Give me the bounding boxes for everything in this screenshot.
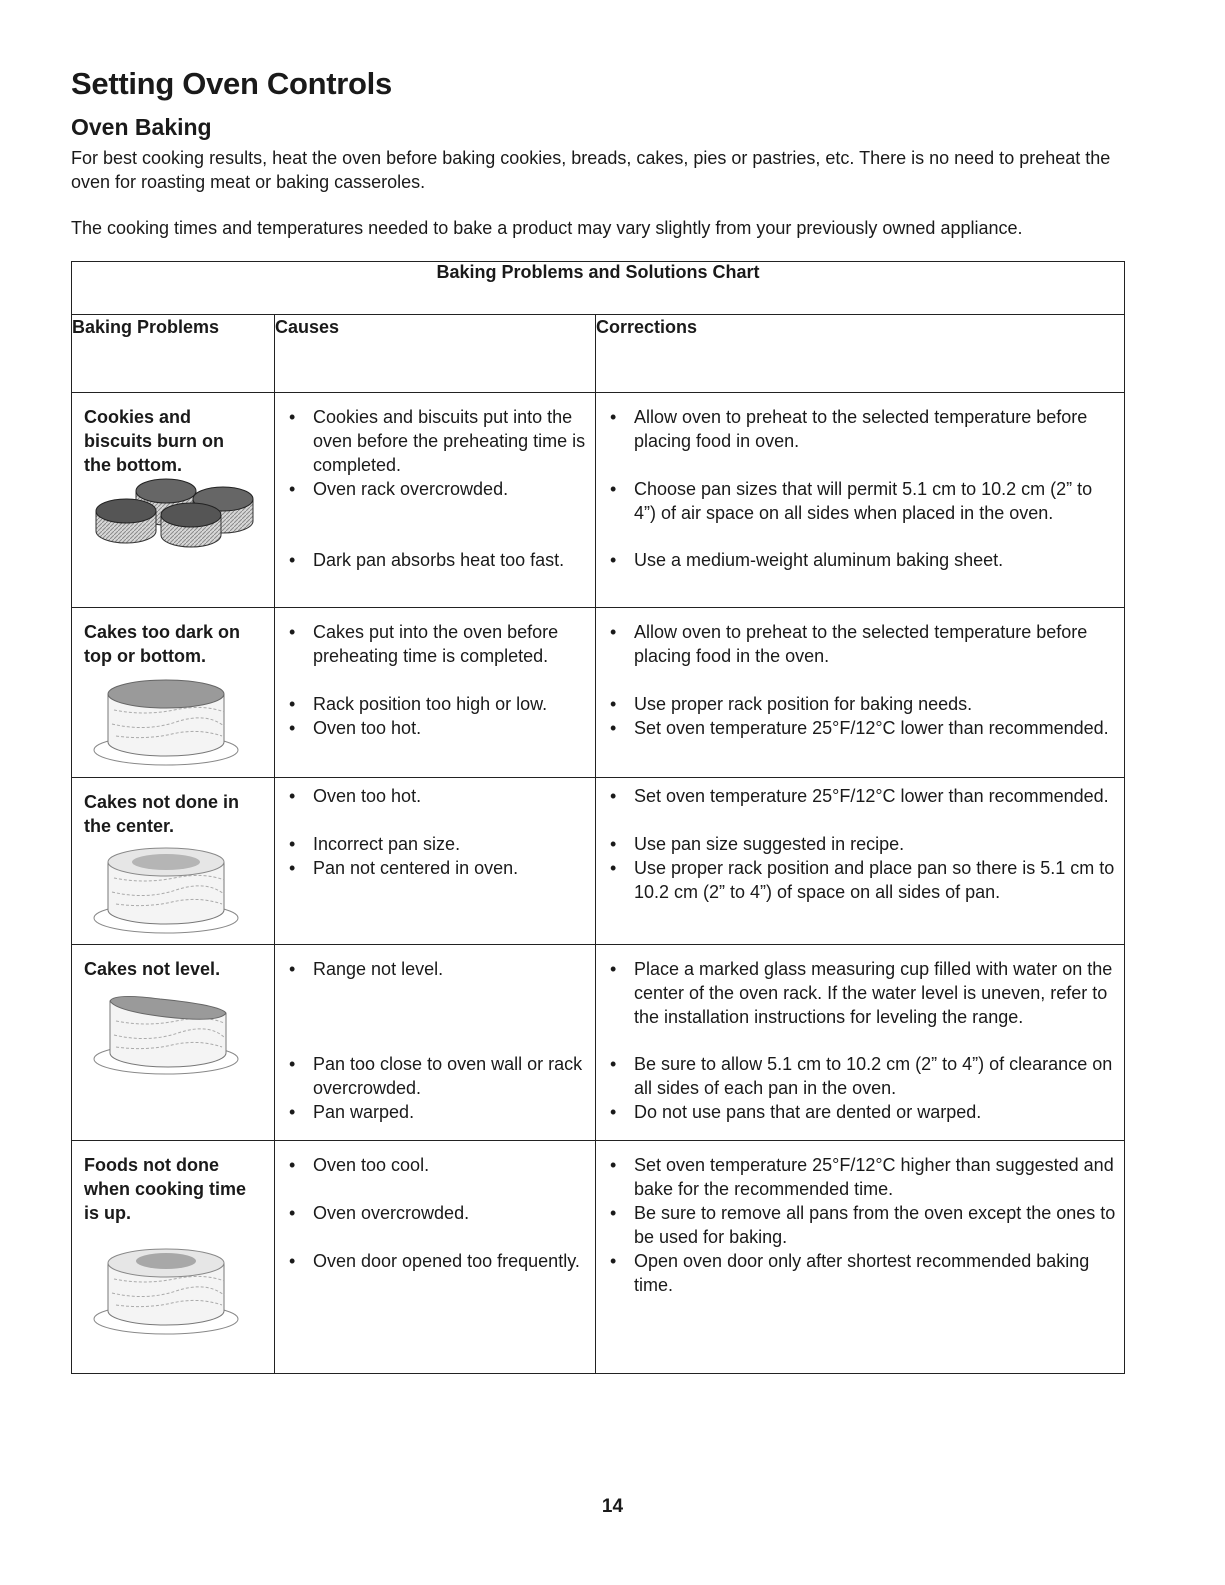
problem-label: Foods not done when cooking time is up.: [84, 1155, 247, 1223]
list-item: • Oven too hot.: [275, 716, 587, 740]
cookies-icon: [86, 475, 256, 551]
problem-cell: [72, 1141, 275, 1374]
list-item: • Oven rack overcrowded.: [275, 477, 587, 501]
appliance-note-paragraph: The cooking times and temperatures needed to bake a product may vary slightly from your previously owned appliance.: [71, 218, 1023, 238]
list-item: • Set oven temperature 25°F/12°C higher than suggested and bake for the recommended time.: [596, 1153, 1116, 1201]
problem-cell: [72, 945, 275, 1141]
section-title: Oven Baking: [71, 114, 212, 140]
baking-problems-chart: [71, 261, 1125, 1374]
causes-cell: [275, 945, 596, 1141]
problem-label: Cakes not done in the center.: [84, 792, 240, 836]
corrections-cell: [596, 1141, 1125, 1374]
problem-cell: [72, 608, 275, 778]
problem-label: Cakes too dark on top or bottom.: [84, 622, 241, 666]
intro-paragraph: For best cooking results, heat the oven before baking cookies, breads, cakes, pies or pastries, etc. There is no need to preheat the oven for roasting meat or baking casseroles.: [71, 148, 1111, 192]
list-item: • Use proper rack position for baking needs.: [596, 692, 1116, 716]
problem-cell: [72, 778, 275, 945]
causes-cell: [275, 608, 596, 778]
list-item: • Be sure to remove all pans from the oven except the ones to be used for baking.: [596, 1201, 1116, 1249]
table-row: [72, 778, 1125, 945]
list-item: • Oven door opened too frequently.: [275, 1249, 587, 1273]
list-item: • Oven overcrowded.: [275, 1201, 587, 1225]
list-item: • Oven too hot.: [275, 784, 587, 808]
table-row: [72, 1141, 1125, 1374]
list-item: • Allow oven to preheat to the selected temperature before placing food in the oven.: [596, 620, 1116, 668]
list-item: • Choose pan sizes that will permit 5.1 cm to 10.2 cm (2” to 4”) of air space on all sides when placed in the oven.: [596, 477, 1116, 525]
causes-cell: [275, 1141, 596, 1374]
causes-cell: [275, 393, 596, 608]
corrections-cell: [596, 393, 1125, 608]
corrections-cell: [596, 608, 1125, 778]
table-row: [72, 393, 1125, 608]
table-row: [72, 945, 1125, 1141]
list-item: • Dark pan absorbs heat too fast.: [275, 548, 587, 572]
cake-icon: [86, 844, 246, 936]
page-title: Setting Oven Controls: [71, 66, 392, 101]
list-item: • Cookies and biscuits put into the oven before the preheating time is completed.: [275, 405, 587, 477]
problem-label: Cookies and biscuits burn on the bottom.: [84, 407, 225, 475]
page-number: 14: [601, 1496, 624, 1517]
header-problems: [72, 315, 275, 393]
header-causes: [275, 315, 596, 393]
list-item: • Allow oven to preheat to the selected temperature before placing food in oven.: [596, 405, 1116, 453]
header-corrections: [596, 315, 1125, 393]
header-problems-label: Baking Problems: [72, 317, 220, 337]
list-item: • Cakes put into the oven before preheating time is completed.: [275, 620, 587, 668]
table-row: [72, 608, 1125, 778]
list-item: • Rack position too high or low.: [275, 692, 587, 716]
list-item: • Use a medium-weight aluminum baking sheet.: [596, 548, 1116, 572]
tilted-cake-icon: [86, 989, 246, 1081]
chart-title: Baking Problems and Solutions Chart: [72, 262, 1125, 315]
list-item: • Pan too close to oven wall or rack overcrowded.: [275, 1052, 587, 1100]
list-item: • Set oven temperature 25°F/12°C lower than recommended.: [596, 784, 1116, 808]
problem-cell: [72, 393, 275, 608]
list-item: • Pan warped.: [275, 1100, 587, 1124]
list-item: • Incorrect pan size.: [275, 832, 587, 856]
list-item: • Open oven door only after shortest recommended baking time.: [596, 1249, 1116, 1297]
list-item: • Oven too cool.: [275, 1153, 587, 1177]
causes-cell: [275, 778, 596, 945]
corrections-cell: [596, 945, 1125, 1141]
list-item: • Pan not centered in oven.: [275, 856, 587, 880]
problem-label: Cakes not level.: [84, 959, 221, 979]
list-item: • Do not use pans that are dented or warped.: [596, 1100, 1116, 1124]
corrections-cell: [596, 778, 1125, 945]
list-item: • Use proper rack position and place pan so there is 5.1 cm to 10.2 cm (2” to 4”) of space on all sides of pan.: [596, 856, 1116, 904]
list-item: • Be sure to allow 5.1 cm to 10.2 cm (2” to 4”) of clearance on all sides of each pan in the oven.: [596, 1052, 1116, 1100]
cake-icon: [86, 676, 246, 768]
list-item: • Use pan size suggested in recipe.: [596, 832, 1116, 856]
header-corrections-label: Corrections: [596, 317, 698, 337]
list-item: • Range not level.: [275, 957, 587, 981]
cake-icon: [86, 1245, 246, 1337]
list-item: • Place a marked glass measuring cup filled with water on the center of the oven rack. If the water level is uneven, refer to the installation instructions for leveling the range.: [596, 957, 1116, 1029]
header-causes-label: Causes: [275, 317, 340, 337]
list-item: • Set oven temperature 25°F/12°C lower than recommended.: [596, 716, 1116, 740]
